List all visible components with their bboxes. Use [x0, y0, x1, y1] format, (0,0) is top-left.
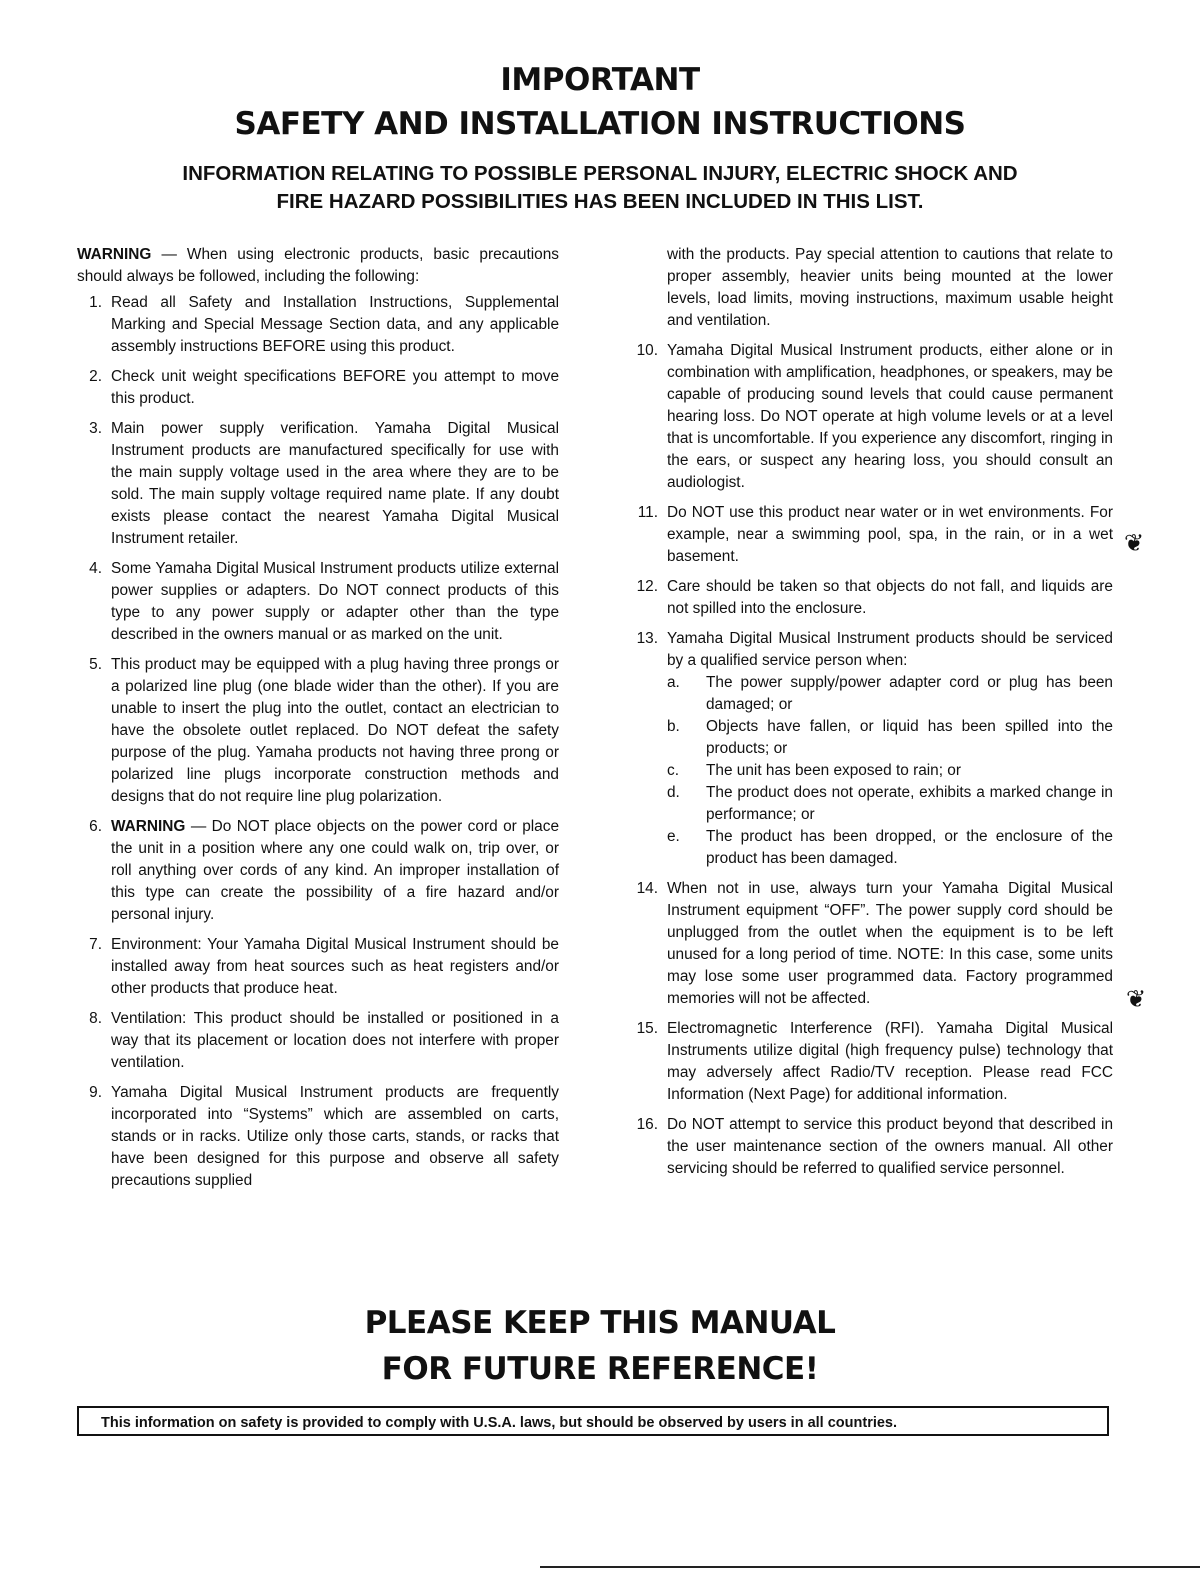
item-9-continuation: with the products. Pay special attention to cautions that relate to proper assembly, heavier units being mounted at the lower levels, load limits, moving instructions, maximum usable height and ventilation. — [667, 246, 1113, 329]
intro-text: — When using electronic products, basic precautions should always be followed, including the following: — [77, 246, 559, 285]
sub-item-text: The unit has been exposed to rain; or — [706, 762, 961, 779]
sub-item — [667, 716, 1113, 760]
margin-marker-icon: ❦ — [1126, 986, 1147, 1013]
item-text: Read all Safety and Installation Instructions, Supplemental Marking and Special Message Section data, and any applicable assembly instructions BEFORE using this product. — [111, 294, 559, 355]
keep-manual-line-2: FOR FUTURE REFERENCE! — [381, 1351, 819, 1387]
item-text: Do NOT use this product near water or in wet environments. For example, near a swimming pool, spa, in the rain, or in a wet basement. — [667, 504, 1113, 565]
item-number: 15. — [636, 1020, 658, 1037]
instruction-item — [628, 340, 1113, 494]
sub-item — [667, 782, 1113, 826]
instruction-list-right — [628, 340, 1113, 1180]
hazard-notice-line-2: FIRE HAZARD POSSIBILITIES HAS BEEN INCLUDED IN THIS LIST. — [276, 190, 924, 213]
margin-marker-icon: ❦ — [1124, 530, 1145, 557]
item-text: — Do NOT place objects on the power cord or place the unit in a position where any one could walk on, trip over, or roll anything over cords of any kind. An improper installation of this type can create the possibility of a fire hazard and/or personal injury. — [111, 818, 559, 923]
item-text: Yamaha Digital Musical Instrument products, either alone or in combination with amplification, headphones, or speakers, may be capable of producing sound levels that could cause permanent hearing loss. Do NOT operate at high volume levels or at a level that is uncomfortable. If you experience any discomfort, ringing in the ears, or suspect any hearing loss, you should consult an audiologist. — [667, 342, 1113, 491]
item-text: This product may be equipped with a plug having three prongs or a polarized line plug (one blade wider than the other). If you are unable to insert the plug into the outlet, contact an electrician to have the obsolete outlet replaced. Do NOT defeat the safety purpose of the plug. Yamaha products not having three prong or polarized line plugs incorporate construction methods and designs that do not require line plug polarization. — [111, 656, 559, 805]
instruction-item — [628, 1018, 1113, 1106]
item-number: 4. — [89, 560, 102, 577]
item-text: When not in use, always turn your Yamaha Digital Musical Instrument equipment “OFF”. The power supply cord should be unplugged from the outlet when the equipment is to be left unused for a long period of time. NOTE: In this case, some units may lose some user programmed data. Factory programmed memories will not be affected. — [667, 880, 1113, 1007]
sub-item-letter: b. — [667, 718, 680, 735]
sub-item — [667, 672, 1113, 716]
instruction-item — [77, 418, 559, 550]
page-subtitle: SAFETY AND INSTALLATION INSTRUCTIONS — [234, 106, 966, 142]
warning-label: WARNING — [77, 246, 152, 263]
sub-item-letter: e. — [667, 828, 680, 845]
item-text: Do NOT attempt to service this product beyond that described in the user maintenance section of the owners manual. All other servicing should be referred to qualified service personnel. — [667, 1116, 1113, 1177]
left-column — [77, 244, 559, 1200]
instruction-item — [77, 292, 559, 358]
sub-item-letter: a. — [667, 674, 680, 691]
item-number: 7. — [89, 936, 102, 953]
item-number: 9. — [89, 1084, 102, 1101]
item-number: 8. — [89, 1010, 102, 1027]
sub-item-text: The product has been dropped, or the enclosure of the product has been damaged. — [706, 828, 1113, 867]
item-text: Yamaha Digital Musical Instrument products are frequently incorporated into “Systems” which are assembled on carts, stands or in racks. Utilize only those carts, stands, or racks that have been designed for this purpose and observe all safety precautions supplied — [111, 1084, 559, 1189]
sub-item — [667, 826, 1113, 870]
item-text: Environment: Your Yamaha Digital Musical Instrument should be installed away from heat sources such as heat registers and/or other products that produce heat. — [111, 936, 559, 997]
page-header — [0, 58, 1200, 216]
sub-item-text: The power supply/power adapter cord or plug has been damaged; or — [706, 674, 1113, 713]
instruction-item — [628, 502, 1113, 568]
sub-item — [667, 760, 1113, 782]
instruction-item — [628, 878, 1113, 1010]
page-title: IMPORTANT — [500, 62, 700, 98]
item-text: Main power supply verification. Yamaha Digital Musical Instrument products are manufactured specifically for use with the main supply voltage used in the area where they are to be sold. The main supply voltage required name plate. If any doubt exists please contact the nearest Yamaha Digital Musical Instrument retailer. — [111, 420, 559, 547]
sub-item-letter: d. — [667, 784, 680, 801]
item-number: 11. — [637, 504, 658, 521]
item-text: Ventilation: This product should be installed or positioned in a way that its placement or location does not interfere with proper ventilation. — [111, 1010, 559, 1071]
item-number: 1. — [89, 294, 102, 311]
item-number: 12. — [636, 578, 658, 595]
keep-manual-banner — [0, 1300, 1200, 1392]
hazard-notice-line-1: INFORMATION RELATING TO POSSIBLE PERSONAL INJURY, ELECTRIC SHOCK AND — [182, 162, 1018, 185]
item-number: 13. — [636, 630, 658, 647]
item-number: 14. — [636, 880, 658, 897]
instruction-item — [77, 934, 559, 1000]
instruction-item — [77, 1008, 559, 1074]
item-text: Electromagnetic Interference (RFI). Yamaha Digital Musical Instruments utilize digital (high frequency pulse) technology that may adversely affect Radio/TV reception. Please read FCC Information (Next Page) for additional information. — [667, 1020, 1113, 1103]
item-text: Some Yamaha Digital Musical Instrument products utilize external power supplies or adapters. Do NOT connect products of this type to any power supply or adapter other than the type described in the owners manual or as marked on the unit. — [111, 560, 559, 643]
intro-warning — [77, 244, 559, 288]
item-number: 2. — [89, 368, 102, 385]
right-column — [628, 244, 1113, 1188]
instruction-list-left — [77, 292, 559, 1192]
item-text: Yamaha Digital Musical Instrument products should be serviced by a qualified service person when: — [667, 630, 1113, 669]
sub-item-letter: c. — [667, 762, 679, 779]
sub-item-text: The product does not operate, exhibits a marked change in performance; or — [706, 784, 1113, 823]
item-text: Check unit weight specifications BEFORE you attempt to move this product. — [111, 368, 559, 407]
instruction-item — [628, 1114, 1113, 1180]
instruction-item — [77, 366, 559, 410]
instruction-item — [77, 654, 559, 808]
service-conditions-list — [667, 672, 1113, 870]
hazard-notice-heading — [0, 160, 1200, 216]
item-number: 5. — [89, 656, 102, 673]
instruction-item — [77, 1082, 559, 1192]
instruction-item — [77, 816, 559, 926]
bottom-rule-divider — [540, 1566, 1200, 1568]
sub-item-text: Objects have fallen, or liquid has been spilled into the products; or — [706, 718, 1113, 757]
item-text: Care should be taken so that objects do not fall, and liquids are not spilled into the enclosure. — [667, 578, 1113, 617]
compliance-notice-box: This information on safety is provided to comply with U.S.A. laws, but should be observed by users in all countries. — [77, 1406, 1109, 1436]
item-number: 16. — [636, 1116, 658, 1133]
item-number: 3. — [89, 420, 102, 437]
instruction-item — [628, 628, 1113, 870]
keep-manual-line-1: PLEASE KEEP THIS MANUAL — [364, 1305, 836, 1341]
item-number: 10. — [636, 342, 658, 359]
instruction-item — [628, 576, 1113, 620]
instruction-item — [77, 558, 559, 646]
item-warning-label: WARNING — [111, 818, 186, 835]
item-number: 6. — [89, 818, 102, 835]
